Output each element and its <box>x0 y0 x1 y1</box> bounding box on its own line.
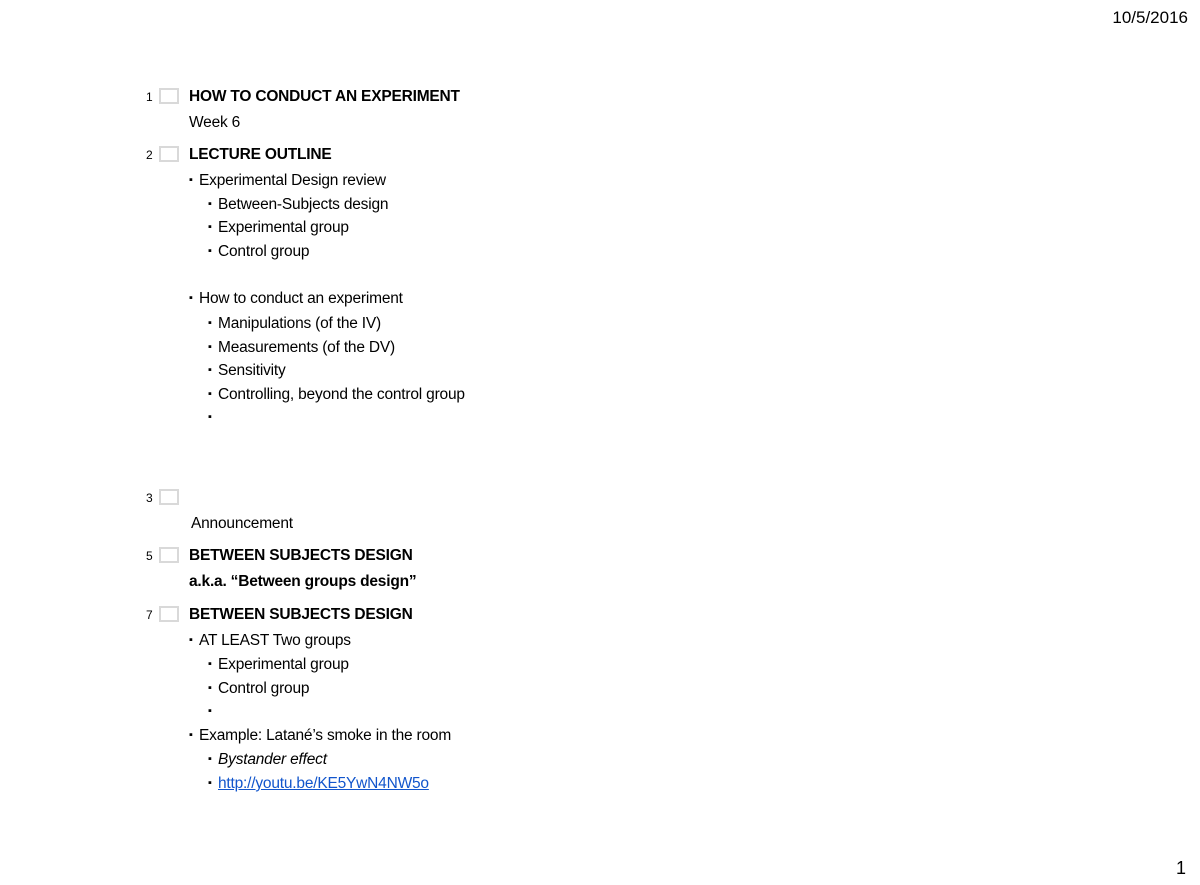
bullet-item: ▪ How to conduct an experiment <box>189 290 403 307</box>
bullet-item: ▪ Controlling, beyond the control group <box>208 386 465 403</box>
bullet-item: ▪ Manipulations (of the IV) <box>208 315 382 332</box>
slide-number: 7 <box>146 608 153 622</box>
slide-title: BETWEEN SUBJECTS DESIGN <box>189 547 413 564</box>
bullet-item: ▪ Control group <box>208 680 310 697</box>
slide-subtitle: Week 6 <box>189 114 241 131</box>
slide-thumbnail[interactable] <box>159 146 179 162</box>
slide-title: HOW TO CONDUCT AN EXPERIMENT <box>189 88 460 105</box>
bullet-item: ▪ Experimental group <box>208 656 349 673</box>
slide-number: 5 <box>146 549 153 563</box>
bullet-item: ▪ http://youtu.be/KE5YwN4NW5o <box>208 775 429 792</box>
slide-title: LECTURE OUTLINE <box>189 146 332 163</box>
bullet-item: ▪ Bystander effect <box>208 751 327 768</box>
bullet-item: ▪ Between-Subjects design <box>208 196 389 213</box>
slide-title: BETWEEN SUBJECTS DESIGN <box>189 606 413 623</box>
bullet-item: ▪ AT LEAST Two groups <box>189 632 351 649</box>
slide-number: 3 <box>146 491 153 505</box>
bullet-item: ▪ <box>208 411 212 423</box>
bullet-item: ▪ Experimental group <box>208 219 349 236</box>
bullet-item: ▪ Measurements (of the DV) <box>208 339 395 356</box>
slide-thumbnail[interactable] <box>159 547 179 563</box>
bullet-item: ▪ Example: Latané’s smoke in the room <box>189 727 452 744</box>
slide-number: 2 <box>146 148 153 162</box>
bullet-item: ▪ Control group <box>208 243 310 260</box>
slide-thumbnail[interactable] <box>159 489 179 505</box>
slide-subtitle: Announcement <box>191 515 293 532</box>
bullet-item: ▪ Sensitivity <box>208 362 286 379</box>
slide-thumbnail[interactable] <box>159 88 179 104</box>
page-number: 1 <box>1175 858 1186 878</box>
header-date: 10/5/2016 <box>1112 8 1188 27</box>
bullet-item: ▪ <box>208 705 212 717</box>
video-link[interactable]: http://youtu.be/KE5YwN4NW5o <box>218 775 429 792</box>
slide-thumbnail[interactable] <box>159 606 179 622</box>
bullet-item: ▪ Experimental Design review <box>189 172 386 189</box>
slide-subtitle: a.k.a. “Between groups design” <box>189 573 417 590</box>
slide-number: 1 <box>146 90 153 104</box>
